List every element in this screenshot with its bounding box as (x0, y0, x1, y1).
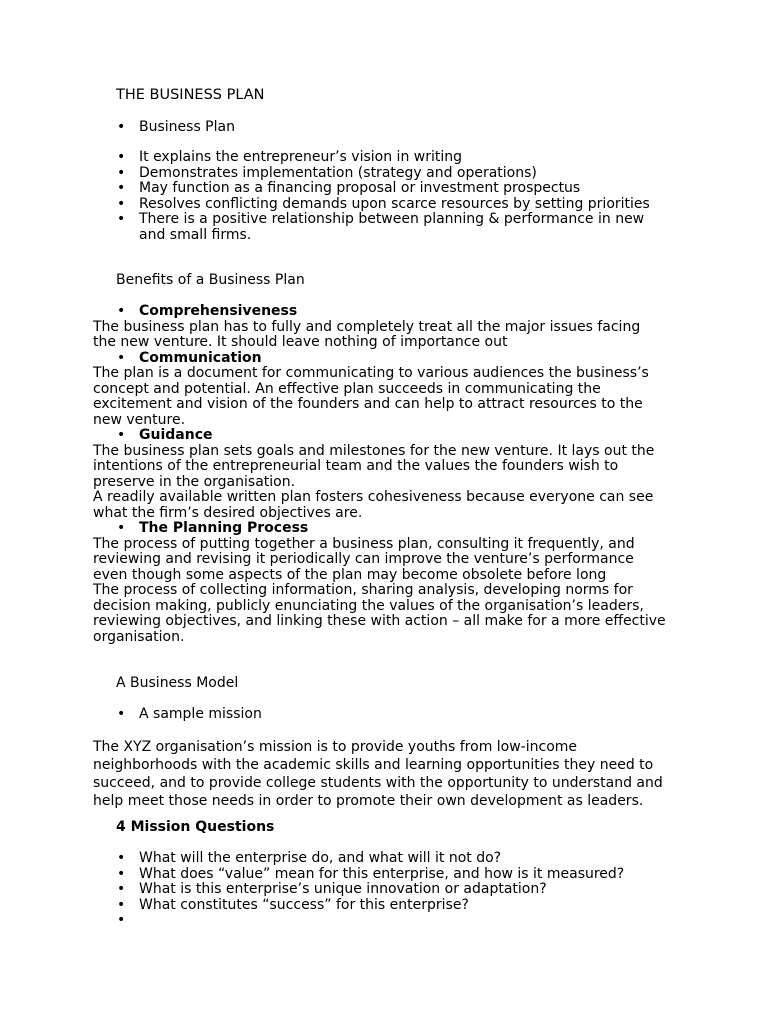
paragraph-line: The process of putting together a business plan, consulting it frequently, and (93, 535, 635, 552)
paragraph-line: the new venture. It should leave nothing of importance out (93, 334, 508, 350)
bullet: • (117, 164, 126, 181)
paragraph-line: The business plan sets goals and milestones for the new venture. It lays out the (93, 442, 655, 459)
paragraph-line: organisation. (93, 628, 185, 645)
paragraph-line: The business plan has to fully and completely treat all the major issues facing (93, 318, 641, 335)
bullet: • (117, 303, 126, 319)
bullet: • (117, 865, 126, 882)
paragraph-line: neighborhoods with the academic skills and learning opportunities they need to (93, 757, 654, 773)
paragraph-line: help meet those needs in order to promote their own development as leaders. (93, 793, 644, 809)
list-item: What will the enterprise do, and what will it not do? (139, 850, 502, 866)
list-item: It explains the entrepreneur’s vision in writing (139, 149, 462, 165)
bullet: • (117, 850, 126, 866)
bullet: • (117, 119, 126, 135)
bullet: • (117, 211, 126, 227)
subheading: Comprehensiveness (139, 303, 298, 319)
subheading: The Planning Process (139, 520, 309, 536)
section-heading: Benefits of a Business Plan (116, 272, 305, 288)
list-item: Resolves conflicting demands upon scarce resources by setting priorities (139, 195, 650, 212)
paragraph-line: concept and potential. An effective plan succeeds in communicating the (93, 380, 601, 397)
bullet: • (117, 706, 126, 722)
list-item: May function as a financing proposal or investment prospectus (139, 180, 581, 196)
paragraph-line: succeed, and to provide college students with the opportunity to understand and (93, 775, 663, 791)
paragraph-line: A readily available written plan fosters cohesiveness because everyone can see (93, 489, 654, 505)
section-heading: 4 Mission Questions (116, 819, 275, 835)
bullet: • (117, 520, 126, 536)
list-item: What does “value” mean for this enterprise, and how is it measured? (139, 865, 625, 882)
section-heading: A Business Model (116, 675, 239, 691)
list-item: What constitutes “success” for this enterprise? (139, 896, 469, 913)
paragraph-line: even though some aspects of the plan may become obsolete before long (93, 566, 607, 583)
paragraph-line: new venture. (93, 411, 186, 428)
bullet: • (117, 180, 126, 196)
page-title: THE BUSINESS PLAN (116, 87, 265, 103)
bullet: • (117, 195, 126, 212)
paragraph-line: reviewing objectives, and linking these with action – all make for a more effective (93, 613, 666, 629)
subheading: Guidance (139, 427, 213, 443)
paragraph-line: The process of collecting information, sharing analysis, developing norms for (93, 582, 633, 598)
subheading: Communication (139, 349, 262, 366)
list-item: Business Plan (139, 119, 235, 135)
bullet: • (117, 881, 126, 897)
paragraph-line: reviewing and revising it periodically can improve the venture’s performance (93, 551, 634, 567)
list-item: There is a positive relationship between planning & performance in new (139, 211, 645, 227)
bullet: • (117, 427, 126, 443)
bullet: • (117, 149, 126, 165)
paragraph-line: The plan is a document for communicating to various audiences the business’s (93, 365, 649, 381)
bullet: • (117, 912, 126, 928)
paragraph-line: The XYZ organisation’s mission is to provide youths from low-income (93, 739, 578, 755)
bullet: • (117, 349, 126, 366)
paragraph-line: what the firm’s desired objectives are. (93, 504, 363, 521)
list-item: A sample mission (139, 706, 262, 722)
paragraph-line: decision making, publicly enunciating the values of the organisation’s leaders, (93, 597, 644, 614)
paragraph-line: preserve in the organisation. (93, 473, 296, 490)
paragraph-line: excitement and vision of the founders and can help to attract resources to the (93, 396, 643, 412)
paragraph-line: intentions of the entrepreneurial team and the values the founders wish to (93, 458, 619, 474)
list-item-continuation: and small firms. (139, 226, 252, 243)
list-item: What is this enterprise’s unique innovation or adaptation? (139, 881, 547, 897)
list-item: Demonstrates implementation (strategy and operations) (139, 164, 537, 181)
bullet: • (117, 896, 126, 913)
